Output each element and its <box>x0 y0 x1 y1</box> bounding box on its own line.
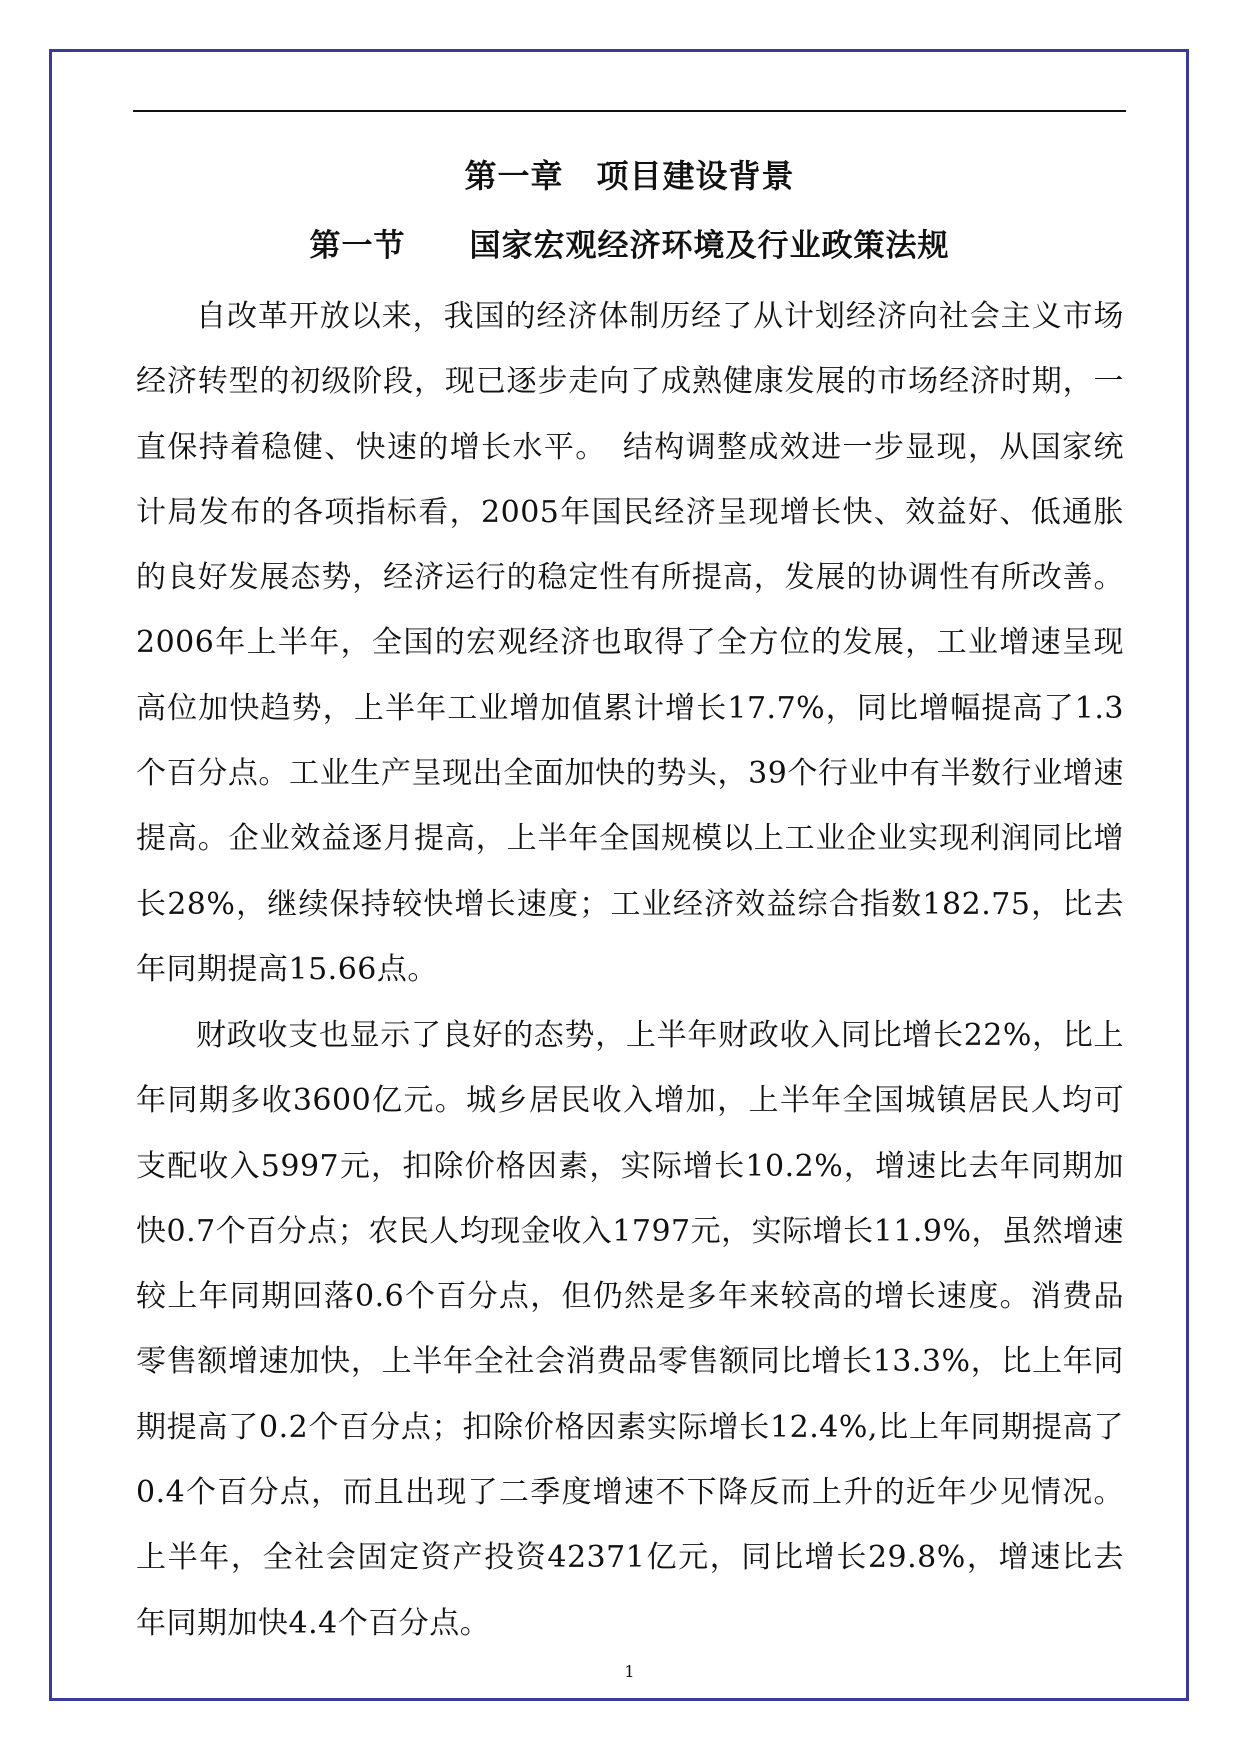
header-rule <box>133 110 1126 112</box>
body-paragraph-1: 自改革开放以来，我国的经济体制历经了从计划经济向社会主义市场经济转型的初级阶段，现已逐步走向了成熟健康发展的市场经济时期，一直保持着稳健、快速的增长水平。 结构调整成效进一步显现，从国家统计局发布的各项指标看，2005年国民经济呈现增长快、效益好、低通胀的良好发展态势，经济运行的稳定性有所提高，发展的协调性有所改善。2006年上半年，全国的宏观经济也取得了全方位的发展，工业增速呈现高位加快趋势，上半年工业增加值累计增长17.7%，同比增幅提高了1.3个百分点。工业生产呈现出全面加快的势头，39个行业中有半数行业增速提高。企业效益逐月提高，上半年全国规模以上工业企业实现利润同比增长28%，继续保持较快增长速度；工业经济效益综合指数182.75，比去年同期提高15.66点。 <box>136 299 1124 987</box>
page-number: 1 <box>624 1662 635 1681</box>
chapter-title: 第一章 项目建设背景 <box>464 157 795 195</box>
section-title: 第一节 国家宏观经济环境及行业政策法规 <box>309 228 950 264</box>
body-paragraph-2: 财政收支也显示了良好的态势，上半年财政收入同比增长22%，比上年同期多收3600亿元。城乡居民收入增加，上半年全国城镇居民人均可支配收入5997元，扣除价格因素，实际增长10.2%，增速比去年同期加快0.7个百分点；农民人均现金收入1797元，实际增长11.9%，虽然增速较上年同期回落0.6个百分点，但仍然是多年来较高的增长速度。消费品零售额增速加快，上半年全社会消费品零售额同比增长13.3%，比上年同期提高了0.2个百分点；扣除价格因素实际增长12.4%,比上年同期提高了0.4个百分点，而且出现了二季度增速不下降反而上升的近年少见情况。上半年，全社会固定资产投资42371亿元，同比增长29.8%，增速比去年同期加快4.4个百分点。 <box>136 1018 1124 1641</box>
